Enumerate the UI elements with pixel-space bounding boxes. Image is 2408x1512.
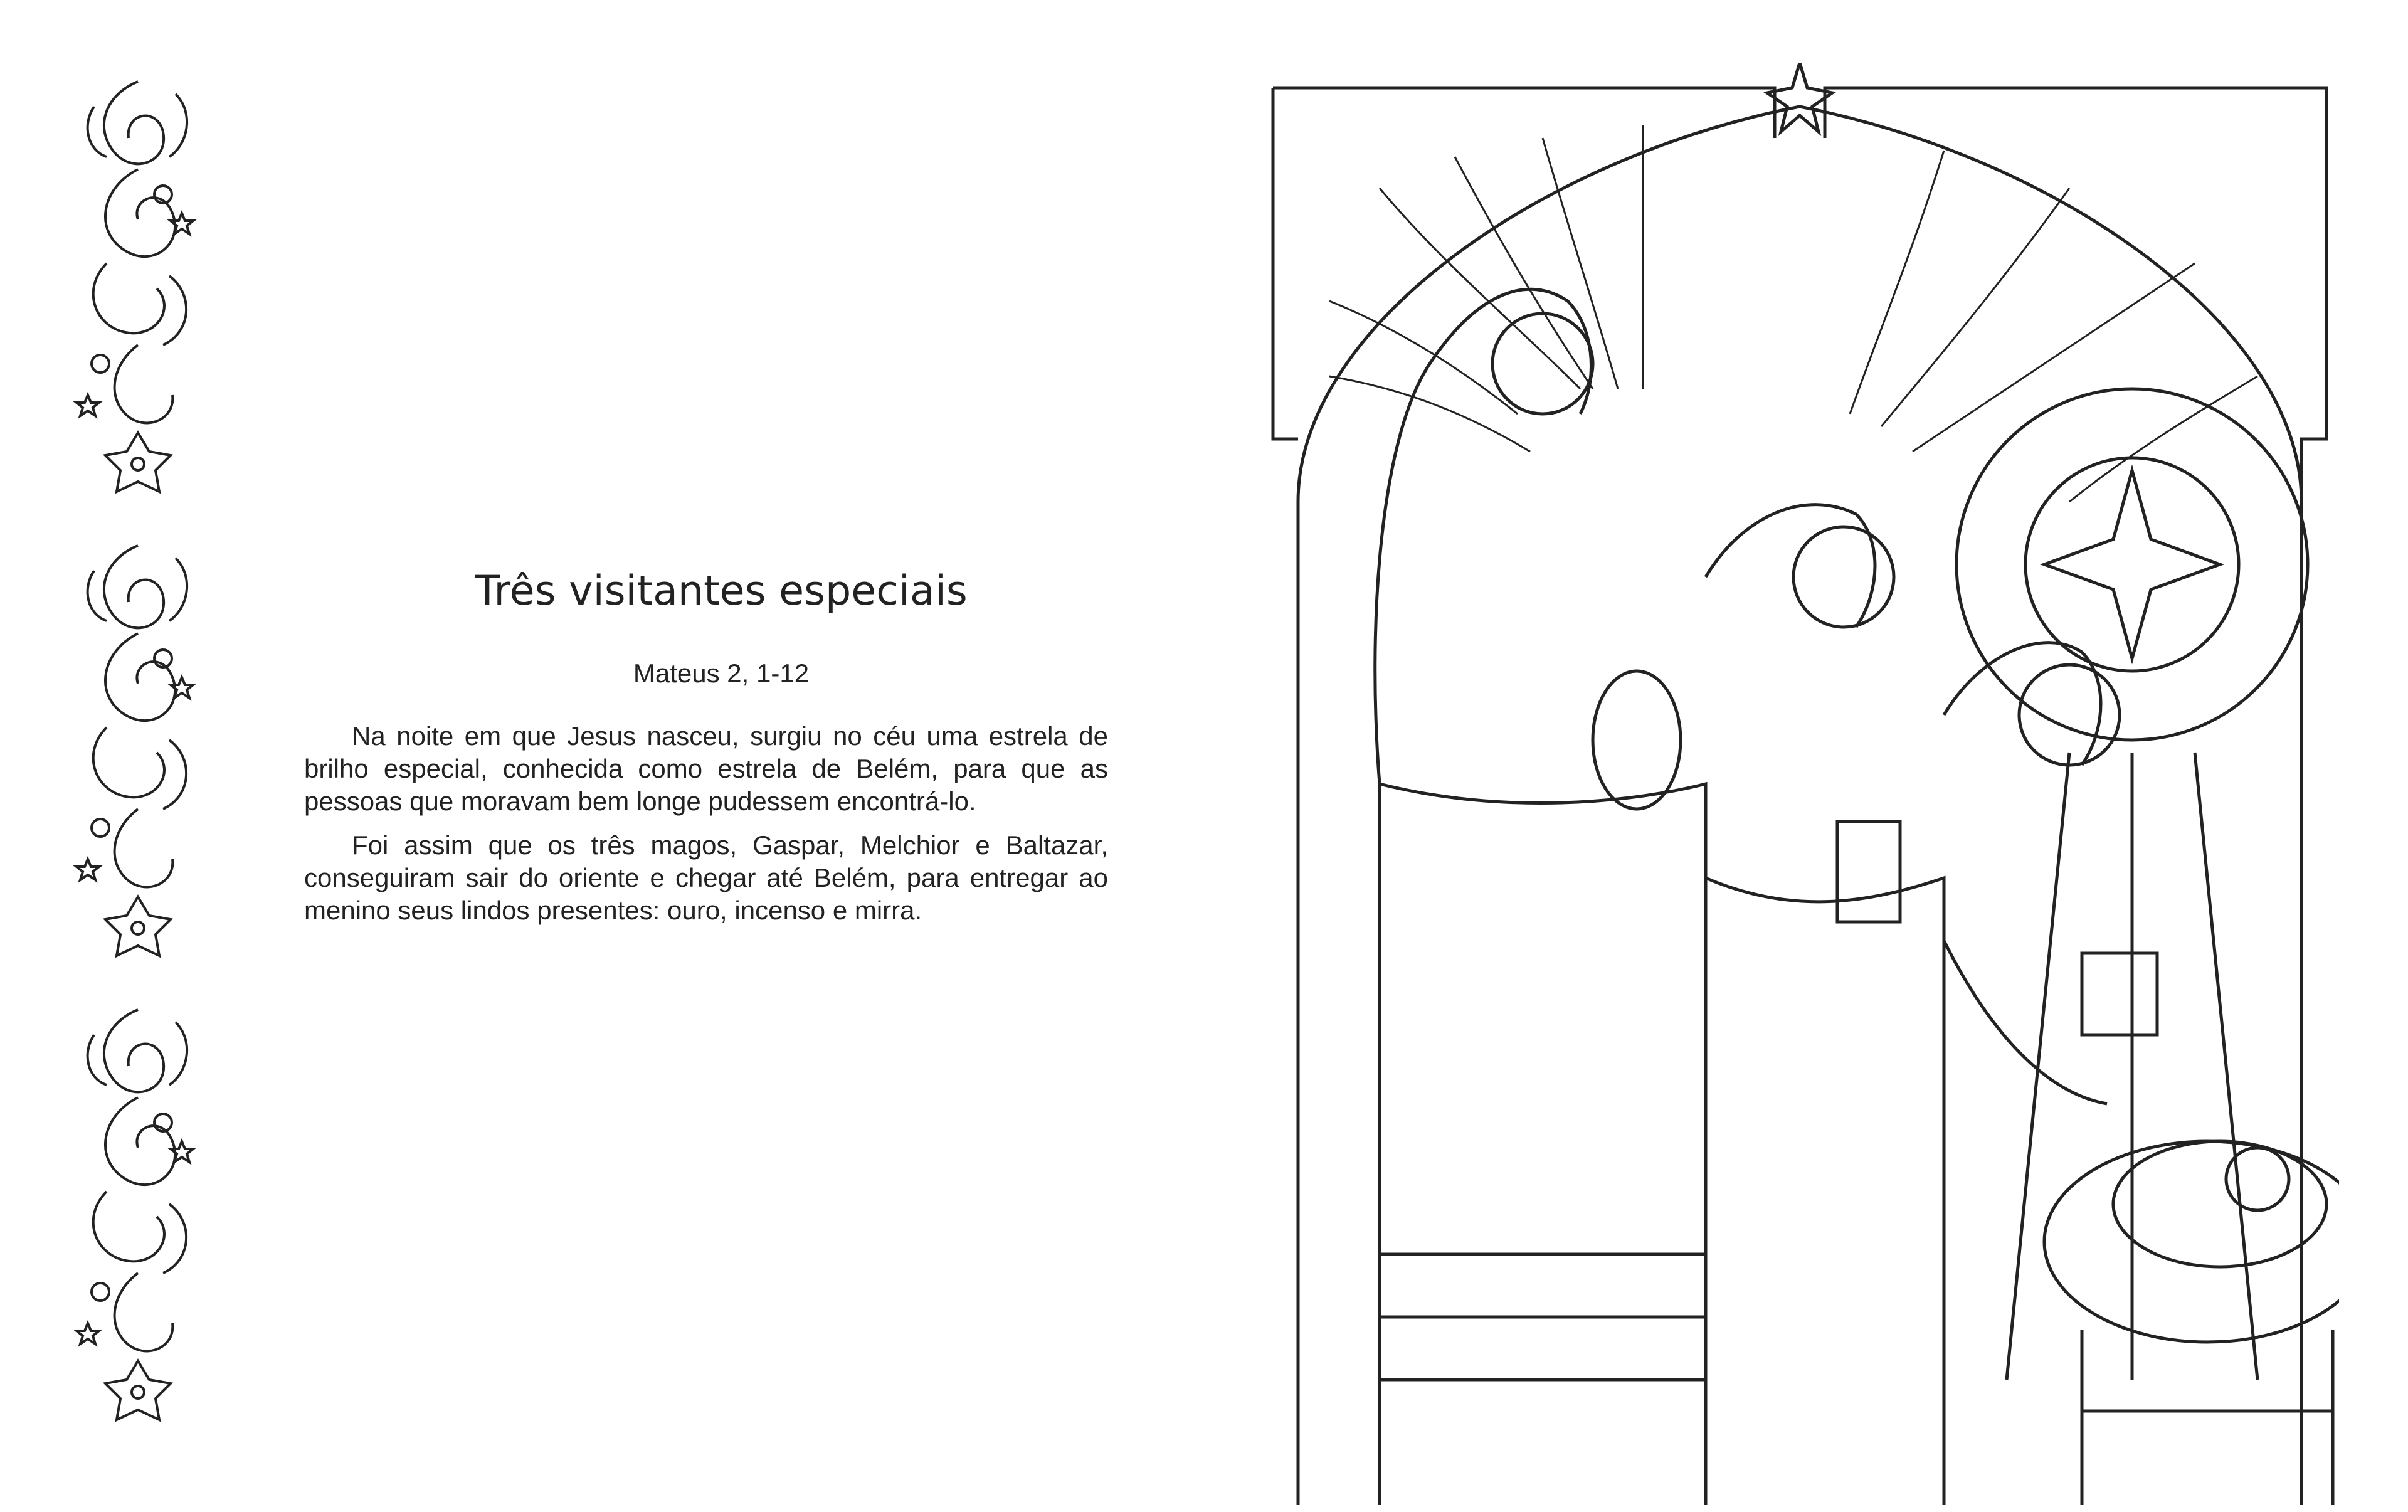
magi-illustration: [1191, 63, 2339, 1512]
window-frame: [1273, 88, 2326, 1505]
window-arch: [1298, 107, 2301, 1505]
manger-with-baby: [2044, 1141, 2339, 1505]
bible-reference: Mateus 2, 1-12: [633, 658, 810, 688]
page-title: Três visitantes especiais: [475, 568, 968, 615]
story-text: [304, 720, 1108, 938]
magus-baltazar: [1944, 643, 2157, 1104]
paragraph-1: Na noite em que Jesus nasceu, surgiu no céu uma estrela de brilho especial, conhecida como estrela de Belém, para que as pessoas que moravam bem longe pudessem encontrá-lo.: [304, 721, 1108, 816]
floral-motif: [77, 82, 193, 492]
paragraph-2: Foi assim que os três magos, Gaspar, Melchior e Baltazar, conseguiram sair do oriente e chegar até Belém, para entregar ao menino seus lindos presentes: ouro, incenso e mirra.: [304, 830, 1108, 925]
magus-melchior: [1706, 505, 1944, 1505]
stained-glass-rays: [1329, 125, 2258, 502]
star-icon: [1767, 63, 1832, 132]
magus-gaspar: [1375, 289, 1706, 1505]
floral-border-ornament: [69, 69, 207, 1461]
bethlehem-star: [1956, 389, 2308, 1380]
